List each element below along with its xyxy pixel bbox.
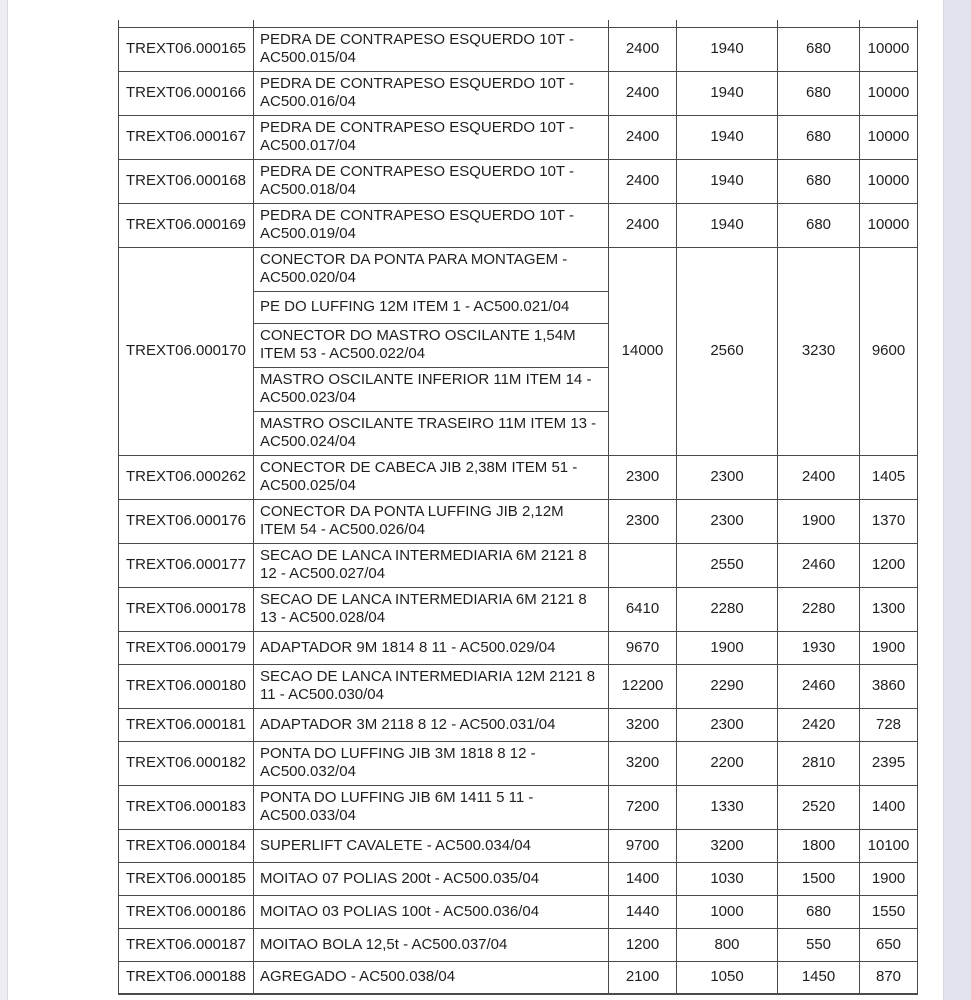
value-cell: 1440 — [609, 895, 677, 928]
part-id-cell: TREXT06.000168 — [119, 159, 254, 203]
table-row — [119, 895, 918, 928]
part-id-cell: TREXT06.000169 — [119, 203, 254, 247]
part-description-cell: ADAPTADOR 3M 2118 8 12 - AC500.031/04 — [254, 708, 609, 741]
part-description-cell: MASTRO OSCILANTE INFERIOR 11M ITEM 14 - AC500.023/04 — [254, 367, 609, 411]
part-description-cell: AGREGADO - AC500.038/04 — [254, 961, 609, 994]
value-cell: 1940 — [677, 27, 778, 71]
cutoff-cell — [609, 20, 677, 27]
value-cell: 680 — [778, 115, 860, 159]
table-row — [119, 499, 918, 543]
part-id-cell: TREXT06.000170 — [119, 247, 254, 455]
part-id-cell: TREXT06.000185 — [119, 862, 254, 895]
value-cell: 1940 — [677, 159, 778, 203]
part-description-cell: SUPERLIFT CAVALETE - AC500.034/04 — [254, 829, 609, 862]
part-id-cell: TREXT06.000179 — [119, 631, 254, 664]
part-description-cell: PEDRA DE CONTRAPESO ESQUERDO 10T - AC500.017/04 — [254, 115, 609, 159]
part-id-cell: TREXT06.000182 — [119, 741, 254, 785]
value-cell: 10000 — [860, 203, 918, 247]
part-description-cell: PEDRA DE CONTRAPESO ESQUERDO 10T - AC500.015/04 — [254, 27, 609, 71]
value-cell: 2300 — [609, 455, 677, 499]
value-cell: 2460 — [778, 543, 860, 587]
value-cell: 1900 — [860, 631, 918, 664]
value-cell: 1940 — [677, 203, 778, 247]
table-row — [119, 829, 918, 862]
value-cell: 2300 — [609, 499, 677, 543]
value-cell: 1930 — [778, 631, 860, 664]
value-cell — [609, 543, 677, 587]
value-cell: 2200 — [677, 741, 778, 785]
value-cell: 650 — [860, 928, 918, 961]
part-description-cell: ADAPTADOR 9M 1814 8 11 - AC500.029/04 — [254, 631, 609, 664]
value-cell: 1450 — [778, 961, 860, 994]
part-description-cell: MOITAO 03 POLIAS 100t - AC500.036/04 — [254, 895, 609, 928]
part-description-cell: MASTRO OSCILANTE TRASEIRO 11M ITEM 13 - AC500.024/04 — [254, 411, 609, 455]
value-cell: 1550 — [860, 895, 918, 928]
part-id-cell: TREXT06.000180 — [119, 664, 254, 708]
value-cell: 10100 — [860, 829, 918, 862]
value-cell: 728 — [860, 708, 918, 741]
value-cell: 2810 — [778, 741, 860, 785]
table-row — [119, 862, 918, 895]
table-row — [119, 741, 918, 785]
table-row — [119, 203, 918, 247]
part-id-cell: TREXT06.000166 — [119, 71, 254, 115]
part-description-cell: PEDRA DE CONTRAPESO ESQUERDO 10T - AC500.019/04 — [254, 203, 609, 247]
value-cell: 10000 — [860, 71, 918, 115]
table-row — [119, 664, 918, 708]
value-cell: 1400 — [609, 862, 677, 895]
value-cell: 2100 — [609, 961, 677, 994]
value-cell: 1940 — [677, 71, 778, 115]
value-cell: 680 — [778, 203, 860, 247]
part-description-cell: MOITAO 07 POLIAS 200t - AC500.035/04 — [254, 862, 609, 895]
value-cell: 2400 — [609, 71, 677, 115]
value-cell: 9670 — [609, 631, 677, 664]
part-id-cell: TREXT06.000183 — [119, 785, 254, 829]
value-cell: 2290 — [677, 664, 778, 708]
part-description-cell: CONECTOR DO MASTRO OSCILANTE 1,54M ITEM 53 - AC500.022/04 — [254, 323, 609, 367]
table-row — [119, 961, 918, 994]
part-description-cell: CONECTOR DE CABECA JIB 2,38M ITEM 51 - AC500.025/04 — [254, 455, 609, 499]
value-cell: 1500 — [778, 862, 860, 895]
value-cell: 1030 — [677, 862, 778, 895]
value-cell: 10000 — [860, 27, 918, 71]
value-cell: 2520 — [778, 785, 860, 829]
part-description-cell: SECAO DE LANCA INTERMEDIARIA 6M 2121 8 13 - AC500.028/04 — [254, 587, 609, 631]
part-id-cell: TREXT06.000178 — [119, 587, 254, 631]
table-row — [119, 631, 918, 664]
value-cell: 1330 — [677, 785, 778, 829]
table-row — [119, 928, 918, 961]
value-cell: 1900 — [677, 631, 778, 664]
value-cell: 2395 — [860, 741, 918, 785]
part-id-cell: TREXT06.000262 — [119, 455, 254, 499]
table-row — [119, 708, 918, 741]
part-description-cell: SECAO DE LANCA INTERMEDIARIA 6M 2121 8 12 - AC500.027/04 — [254, 543, 609, 587]
value-cell: 550 — [778, 928, 860, 961]
value-cell: 12200 — [609, 664, 677, 708]
value-cell: 14000 — [609, 247, 677, 455]
part-id-cell: TREXT06.000188 — [119, 961, 254, 994]
value-cell: 1940 — [677, 115, 778, 159]
table-row — [119, 785, 918, 829]
parts-table — [118, 20, 918, 995]
value-cell: 2400 — [609, 159, 677, 203]
cutoff-cell — [677, 20, 778, 27]
value-cell: 1405 — [860, 455, 918, 499]
value-cell: 1050 — [677, 961, 778, 994]
value-cell: 1800 — [778, 829, 860, 862]
part-description-cell: MOITAO BOLA 12,5t - AC500.037/04 — [254, 928, 609, 961]
table-row — [119, 587, 918, 631]
value-cell: 10000 — [860, 115, 918, 159]
table-row — [119, 455, 918, 499]
table-row — [119, 71, 918, 115]
part-description-cell: CONECTOR DA PONTA PARA MONTAGEM - AC500.020/04 — [254, 247, 609, 291]
table-row — [119, 115, 918, 159]
part-id-cell: TREXT06.000181 — [119, 708, 254, 741]
right-margin-strip — [943, 0, 971, 1000]
part-description-cell: PE DO LUFFING 12M ITEM 1 - AC500.021/04 — [254, 291, 609, 323]
value-cell: 2300 — [677, 708, 778, 741]
part-description-cell: SECAO DE LANCA INTERMEDIARIA 12M 2121 8 11 - AC500.030/04 — [254, 664, 609, 708]
part-id-cell: TREXT06.000184 — [119, 829, 254, 862]
part-id-cell: TREXT06.000187 — [119, 928, 254, 961]
value-cell: 3200 — [677, 829, 778, 862]
value-cell: 1200 — [860, 543, 918, 587]
cutoff-cell — [119, 20, 254, 27]
value-cell: 10000 — [860, 159, 918, 203]
value-cell: 680 — [778, 159, 860, 203]
value-cell: 3200 — [609, 708, 677, 741]
cutoff-cell — [778, 20, 860, 27]
value-cell: 2280 — [778, 587, 860, 631]
part-id-cell: TREXT06.000165 — [119, 27, 254, 71]
value-cell: 1400 — [860, 785, 918, 829]
part-id-cell: TREXT06.000176 — [119, 499, 254, 543]
value-cell: 1900 — [778, 499, 860, 543]
part-description-cell: CONECTOR DA PONTA LUFFING JIB 2,12M ITEM 54 - AC500.026/04 — [254, 499, 609, 543]
value-cell: 7200 — [609, 785, 677, 829]
cutoff-row — [119, 20, 918, 27]
value-cell: 2300 — [677, 499, 778, 543]
value-cell: 1300 — [860, 587, 918, 631]
value-cell: 2280 — [677, 587, 778, 631]
part-description-cell: PONTA DO LUFFING JIB 3M 1818 8 12 - AC500.032/04 — [254, 741, 609, 785]
value-cell: 680 — [778, 895, 860, 928]
table-row — [119, 27, 918, 71]
part-description-cell: PONTA DO LUFFING JIB 6M 1411 5 11 - AC500.033/04 — [254, 785, 609, 829]
value-cell: 3860 — [860, 664, 918, 708]
value-cell: 2420 — [778, 708, 860, 741]
value-cell: 1200 — [609, 928, 677, 961]
value-cell: 2400 — [609, 203, 677, 247]
value-cell: 9600 — [860, 247, 918, 455]
value-cell: 2400 — [609, 27, 677, 71]
part-id-cell: TREXT06.000167 — [119, 115, 254, 159]
part-id-cell: TREXT06.000186 — [119, 895, 254, 928]
table-row-merged — [119, 247, 918, 291]
value-cell: 2300 — [677, 455, 778, 499]
part-description-cell: PEDRA DE CONTRAPESO ESQUERDO 10T - AC500.018/04 — [254, 159, 609, 203]
value-cell: 2400 — [609, 115, 677, 159]
value-cell: 680 — [778, 27, 860, 71]
part-description-cell: PEDRA DE CONTRAPESO ESQUERDO 10T - AC500.016/04 — [254, 71, 609, 115]
cutoff-cell — [254, 20, 609, 27]
value-cell: 2560 — [677, 247, 778, 455]
value-cell: 680 — [778, 71, 860, 115]
value-cell: 870 — [860, 961, 918, 994]
value-cell: 2550 — [677, 543, 778, 587]
value-cell: 2400 — [778, 455, 860, 499]
part-id-cell: TREXT06.000177 — [119, 543, 254, 587]
value-cell: 3230 — [778, 247, 860, 455]
value-cell: 6410 — [609, 587, 677, 631]
cutoff-cell — [860, 20, 918, 27]
table-row — [119, 543, 918, 587]
value-cell: 1370 — [860, 499, 918, 543]
value-cell: 2460 — [778, 664, 860, 708]
value-cell: 9700 — [609, 829, 677, 862]
value-cell: 1000 — [677, 895, 778, 928]
value-cell: 3200 — [609, 741, 677, 785]
value-cell: 1900 — [860, 862, 918, 895]
value-cell: 800 — [677, 928, 778, 961]
left-margin-strip — [0, 0, 8, 1000]
table-row — [119, 159, 918, 203]
